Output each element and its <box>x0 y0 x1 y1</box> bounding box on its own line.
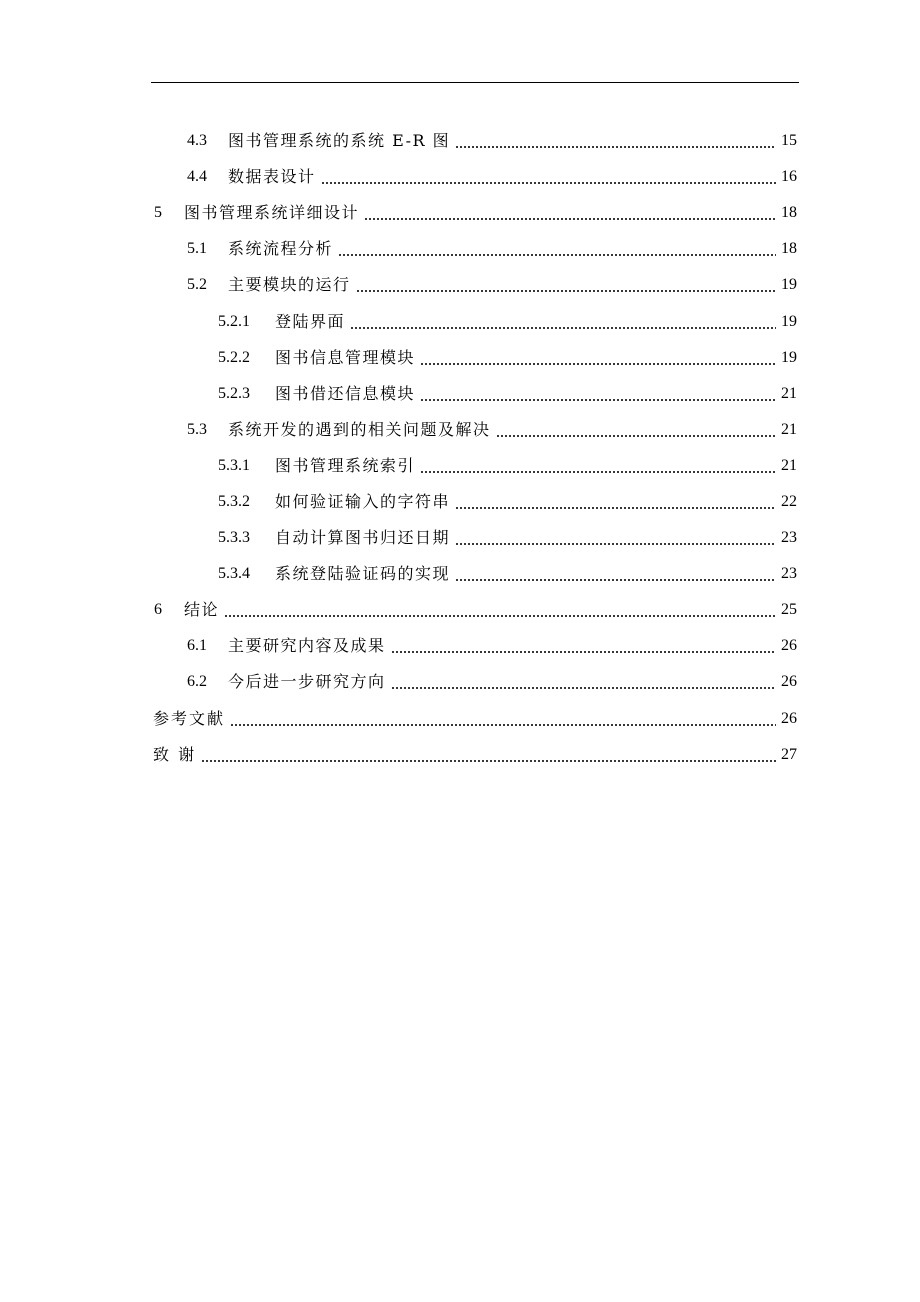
toc-entry-title: 图书管理系统索引 <box>275 455 416 475</box>
toc-entry[interactable] <box>151 628 797 664</box>
toc-dot-leader <box>455 528 776 548</box>
toc-dot-leader <box>455 492 776 512</box>
toc-entry-number: 5.3 <box>187 420 207 438</box>
header-rule <box>151 82 799 83</box>
toc-entry-title: 主要研究内容及成果 <box>228 636 386 656</box>
toc-entry[interactable] <box>151 195 797 231</box>
toc-dot-leader <box>338 239 776 259</box>
toc-entry-title: 致 谢 <box>153 744 197 764</box>
toc-entry[interactable] <box>151 448 797 484</box>
toc-entry-title: 系统登陆验证码的实现 <box>275 564 451 584</box>
toc-entry-page: 26 <box>781 709 797 727</box>
toc-entry-number: 4.3 <box>187 132 207 150</box>
toc-entry-number: 5.3.4 <box>218 565 250 583</box>
toc-entry-title: 自动计算图书归还日期 <box>275 528 451 548</box>
toc-entry-page: 18 <box>781 204 797 222</box>
toc-entry[interactable] <box>151 231 797 267</box>
toc-entry-number: 5.2.3 <box>218 384 250 402</box>
toc-entry-page: 27 <box>781 745 797 763</box>
toc-entry-number: 5.2 <box>187 276 207 294</box>
toc-entry-page: 19 <box>781 348 797 366</box>
toc-dot-leader <box>230 709 776 729</box>
toc-entry-title: 系统流程分析 <box>228 239 334 259</box>
toc-entry-number: 5.1 <box>187 240 207 258</box>
toc-entry-number: 5.3.3 <box>218 529 250 547</box>
toc-entry[interactable] <box>151 484 797 520</box>
toc-entry-number: 5.3.1 <box>218 456 250 474</box>
toc-entry-number: 5.2.1 <box>218 312 250 330</box>
toc-dot-leader <box>455 131 776 151</box>
toc-entry-title: 图书借还信息模块 <box>275 383 416 403</box>
toc-entry-page: 16 <box>781 168 797 186</box>
toc-entry-number: 5.2.2 <box>218 348 250 366</box>
toc-entry-page: 19 <box>781 276 797 294</box>
toc-entry-page: 26 <box>781 673 797 691</box>
toc-entry-page: 26 <box>781 637 797 655</box>
toc-entry[interactable] <box>151 159 797 195</box>
toc-entry-page: 23 <box>781 565 797 583</box>
toc-dot-leader <box>391 636 776 656</box>
toc-dot-leader <box>420 348 776 368</box>
toc-entry-title: 结论 <box>184 600 220 620</box>
toc-entry-page: 21 <box>781 384 797 402</box>
toc-entry-title: 如何验证输入的字符串 <box>275 491 451 511</box>
toc-entry[interactable] <box>151 123 797 159</box>
toc-entry-page: 18 <box>781 240 797 258</box>
toc-dot-leader <box>224 600 776 620</box>
toc-entry[interactable] <box>151 664 797 700</box>
toc-entry-page: 21 <box>781 420 797 438</box>
toc-entry-page: 21 <box>781 456 797 474</box>
toc-entry-title: 今后进一步研究方向 <box>228 672 386 692</box>
toc-entry[interactable] <box>151 556 797 592</box>
toc-entry-number: 6 <box>154 601 162 619</box>
toc-entry-title: 参考文献 <box>153 708 226 728</box>
toc-entry-page: 19 <box>781 312 797 330</box>
toc-dot-leader <box>356 275 776 295</box>
toc-dot-leader <box>201 745 776 765</box>
toc-entry-page: 22 <box>781 492 797 510</box>
toc-entry[interactable] <box>151 303 797 339</box>
toc-entry-page: 15 <box>781 132 797 150</box>
toc-entry[interactable] <box>151 737 797 773</box>
toc-entry-title: 图书管理系统详细设计 <box>184 203 360 223</box>
toc-entry-number: 6.2 <box>187 673 207 691</box>
toc-entry[interactable] <box>151 701 797 737</box>
toc-dot-leader <box>391 672 776 692</box>
toc-entry[interactable] <box>151 592 797 628</box>
toc-dot-leader <box>321 167 776 187</box>
toc-entry[interactable] <box>151 520 797 556</box>
toc-entry-number: 5 <box>154 204 162 222</box>
toc-entry-title: 登陆界面 <box>275 311 346 331</box>
toc-entry-title: 数据表设计 <box>228 167 316 187</box>
toc-entry[interactable] <box>151 412 797 448</box>
toc-entry-title: 主要模块的运行 <box>228 275 351 295</box>
toc-dot-leader <box>455 564 776 584</box>
toc-entry-number: 6.1 <box>187 637 207 655</box>
toc-entry-page: 23 <box>781 529 797 547</box>
toc-entry-number: 4.4 <box>187 168 207 186</box>
toc-entry[interactable] <box>151 267 797 303</box>
toc-dot-leader <box>496 420 776 440</box>
toc-entry-number: 5.3.2 <box>218 492 250 510</box>
toc-dot-leader <box>350 312 776 332</box>
toc-entry-title: 图书信息管理模块 <box>275 347 416 367</box>
toc-entry-title: 系统开发的遇到的相关问题及解决 <box>228 419 491 439</box>
toc-dot-leader <box>364 203 776 223</box>
toc-entry[interactable] <box>151 340 797 376</box>
toc-dot-leader <box>420 384 776 404</box>
table-of-contents <box>151 123 797 773</box>
toc-entry-page: 25 <box>781 601 797 619</box>
toc-dot-leader <box>420 456 776 476</box>
toc-entry-title: 图书管理系统的系统 E-R 图 <box>228 131 451 151</box>
toc-entry[interactable] <box>151 376 797 412</box>
